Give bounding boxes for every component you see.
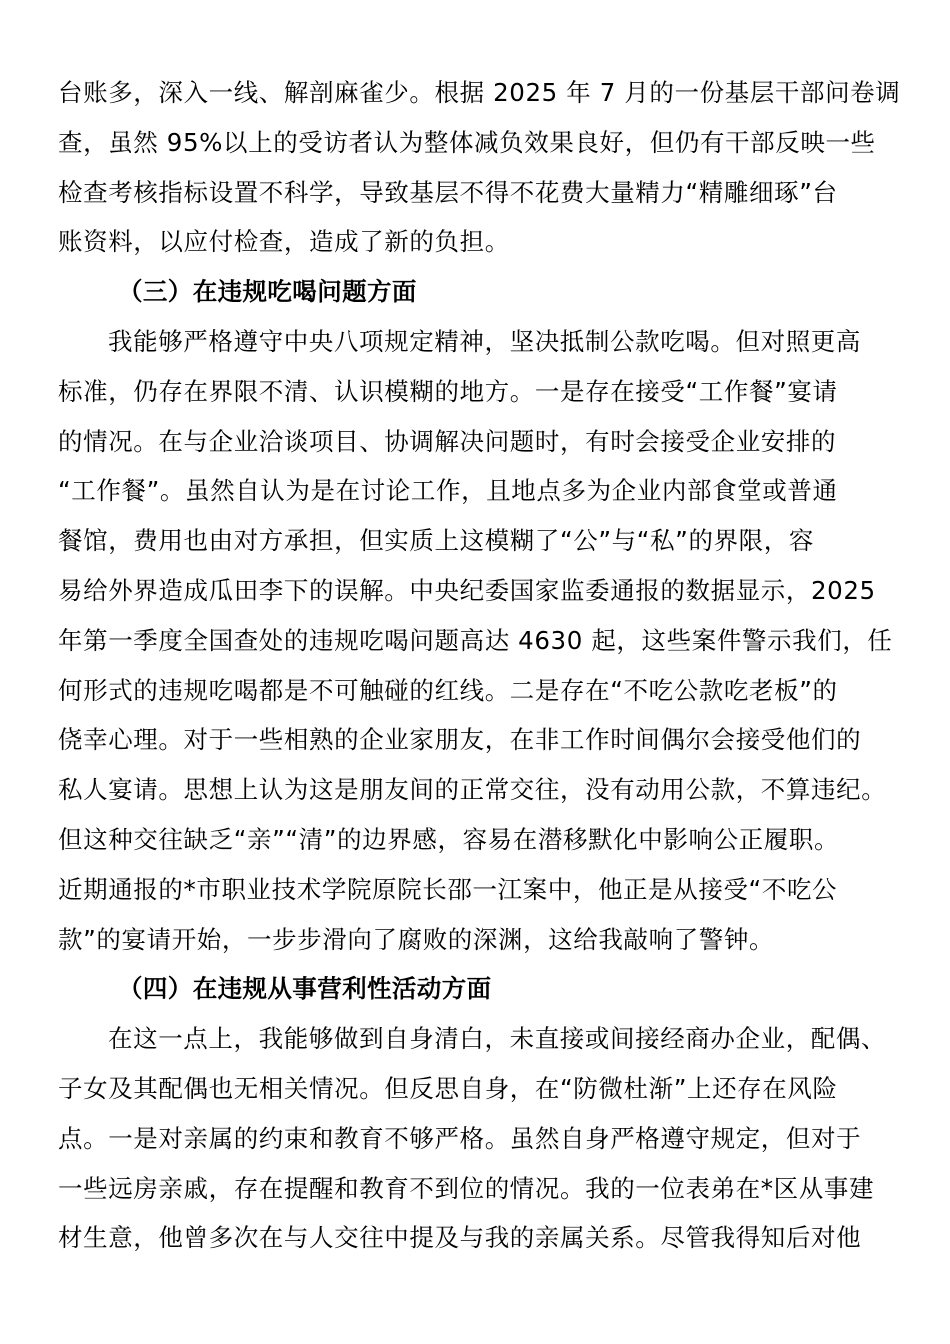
section-heading-4: （四）在违规从事营利性活动方面	[118, 974, 492, 1004]
text-line: 检查考核指标设置不科学，导致基层不得不花费大量精力“精雕细琢”台	[58, 177, 838, 207]
text-line: 年第一季度全国查处的违规吃喝问题高达 4630 起，这些案件警示我们，任	[58, 625, 893, 655]
text-line: 台账多，深入一线、解剖麻雀少。根据 2025 年 7 月的一份基层干部问卷调	[58, 78, 901, 107]
section-heading-3: （三）在违规吃喝问题方面	[118, 277, 417, 307]
text-line: 私人宴请。思想上认为这是朋友间的正常交往，没有动用公款，不算违纪。	[58, 775, 887, 805]
text-line: 一些远房亲戚，存在提醒和教育不到位的情况。我的一位表弟在*区从事建	[58, 1173, 875, 1203]
document-page	[58, 68, 901, 1263]
text-line: 但这种交往缺乏“亲”“清”的边界感，容易在潜移默化中影响公正履职。	[58, 824, 840, 854]
text-line: 材生意，他曾多次在与人交往中提及与我的亲属关系。尽管我得知后对他	[58, 1223, 862, 1253]
text-line: 点。一是对亲属的约束和教育不够严格。虽然自身严格遵守规定，但对于	[58, 1123, 862, 1153]
text-line: 近期通报的*市职业技术学院原院长邵一江案中，他正是从接受“不吃公	[58, 874, 838, 904]
text-line: 子女及其配偶也无相关情况。但反思自身，在“防微杜渐”上还存在风险	[58, 1073, 838, 1103]
text-line: 在这一点上，我能够做到自身清白，未直接或间接经商办企业，配偶、	[108, 1024, 887, 1054]
text-line: 餐馆，费用也由对方承担，但实质上这模糊了“公”与“私”的界限，容	[58, 526, 814, 556]
text-line: 账资料，以应付检查，造成了新的负担。	[58, 227, 510, 257]
text-line: 款”的宴请开始，一步步滑向了腐败的深渊，这给我敲响了警钟。	[58, 924, 775, 954]
text-line: 标准，仍存在界限不清、认识模糊的地方。一是存在接受“工作餐”宴请	[58, 376, 838, 406]
text-line: 的情况。在与企业洽谈项目、协调解决问题时，有时会接受企业安排的	[58, 426, 837, 456]
text-line: 侥幸心理。对于一些相熟的企业家朋友，在非工作时间偶尔会接受他们的	[58, 725, 862, 755]
text-line: 何形式的违规吃喝都是不可触碰的红线。二是存在“不吃公款吃老板”的	[58, 675, 838, 705]
text-line: “工作餐”。虽然自认为是在讨论工作，且地点多为企业内部食堂或普通	[58, 476, 838, 506]
text-line: 易给外界造成瓜田李下的误解。中央纪委国家监委通报的数据显示，2025	[58, 575, 876, 605]
text-line: 查，虽然 95%以上的受访者认为整体减负效果良好，但仍有干部反映一些	[58, 127, 876, 157]
text-line: 我能够严格遵守中央八项规定精神，坚决抵制公款吃喝。但对照更高	[108, 326, 861, 356]
